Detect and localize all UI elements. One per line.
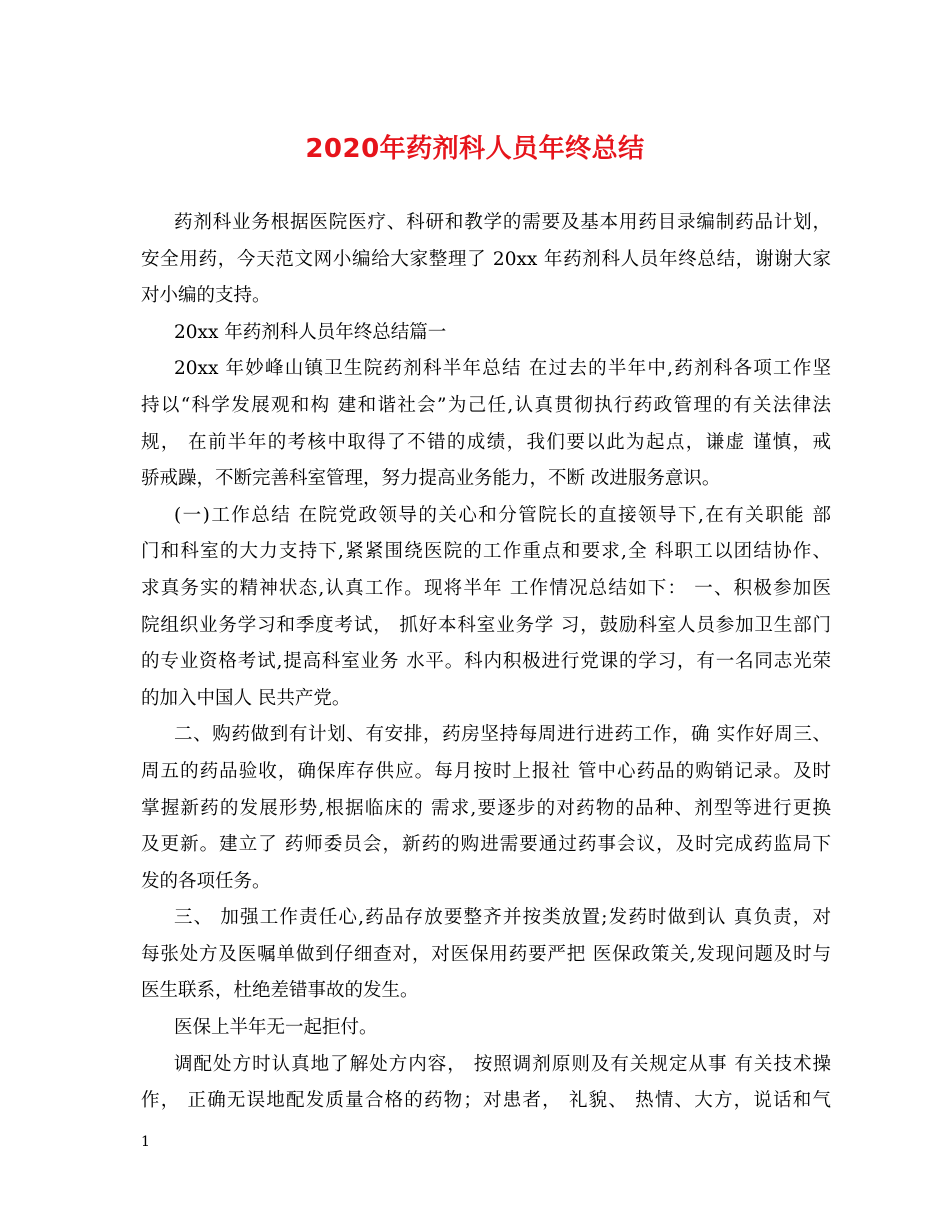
line-text: 院组织业务学习和季度考试， 抓好本科室业务学 习，鼓励科室人员参加卫生部门: [141, 614, 831, 636]
line-text: 的加入中国人 民共产党。: [141, 687, 351, 709]
paragraph-line: [141, 1010, 831, 1047]
line-text: 调配处方时认真地了解处方内容， 按照调剂原则及有关规定从事 有关技术操: [174, 1053, 831, 1075]
line-text: 安全用药，今天范文网小编给大家整理了 20xx 年药剂科人员年终总结，谢谢大家: [141, 248, 831, 270]
paragraph-line: [141, 791, 831, 828]
body-text: [141, 205, 831, 1120]
paragraph-line: [141, 827, 831, 864]
line-text: 对小编的支持。: [141, 285, 271, 307]
line-text: 的专业资格考试,提高科室业务 水平。科内积极进行党课的学习，有一名同志光荣: [141, 651, 831, 673]
paragraph-line: [141, 534, 831, 571]
paragraph-line: [141, 278, 831, 315]
paragraph-line: [141, 1083, 831, 1120]
line-text: 作， 正确无误地配发质量合格的药物；对患者， 礼貌、 热情、大方，说话和气: [141, 1090, 831, 1112]
line-text: 三、 加强工作责任心,药品存放要整齐并按类放置;发药时做到认 真负责，对: [174, 907, 831, 929]
paragraph-line: [141, 681, 831, 718]
paragraph-line: [141, 937, 831, 974]
line-text: 求真务实的精神状态,认真工作。现将半年 工作情况总结如下： 一、积极参加医: [141, 577, 831, 599]
paragraph-line: [141, 717, 831, 754]
paragraph-line: [141, 864, 831, 901]
line-text: 医保上半年无一起拒付。: [174, 1017, 378, 1039]
line-text: 规， 在前半年的考核中取得了不错的成绩，我们要以此为起点，谦虚 谨慎，戒: [141, 431, 831, 453]
line-text: 周五的药品验收，确保库存供应。每月按时上报社 管中心药品的购销记录。及时: [141, 760, 831, 782]
line-text: 20xx 年妙峰山镇卫生院药剂科半年总结 在过去的半年中,药剂科各项工作坚: [174, 358, 831, 380]
paragraph-line: [141, 388, 831, 425]
paragraph-line: [141, 754, 831, 791]
line-text: 每张处方及医嘱单做到仔细查对，对医保用药要严把 医保政策关,发现问题及时与: [141, 943, 831, 965]
line-text: 掌握新药的发展形势,根据临床的 需求,要逐步的对药物的品种、剂型等进行更换: [141, 797, 831, 819]
paragraph-line: [141, 973, 831, 1010]
paragraph-line: [141, 900, 831, 937]
paragraph-line: [141, 461, 831, 498]
paragraph-line: [141, 205, 831, 242]
paragraph-line: [141, 1047, 831, 1084]
line-text: 医生联系，杜绝差错事故的发生。: [141, 980, 419, 1002]
paragraph-line: [141, 498, 831, 535]
line-text: 二、购药做到有计划、有安排，药房坚持每周进行进药工作，确 实作好周三、: [174, 724, 831, 746]
line-text: 20xx 年药剂科人员年终总结篇一: [174, 321, 447, 343]
line-text: 发的各项任务。: [141, 870, 271, 892]
page-title: 2020年药剂科人员年终总结: [305, 134, 645, 164]
paragraph-line: [141, 315, 831, 352]
line-text: 持以“科学发展观和构 建和谐社会”为己任,认真贯彻执行药政管理的有关法律法: [141, 394, 831, 416]
page-number: 1: [141, 1134, 150, 1150]
line-text: 骄戒躁，不断完善科室管理，努力提高业务能力，不断 改进服务意识。: [141, 468, 721, 490]
line-text: 及更新。建立了 药师委员会，新药的购进需要通过药事会议，及时完成药监局下: [141, 834, 831, 856]
paragraph-line: [141, 571, 831, 608]
line-text: 门和科室的大力支持下,紧紧围绕医院的工作重点和要求,全 科职工以团结协作、: [141, 541, 831, 563]
paragraph-line: [141, 608, 831, 645]
line-text: 药剂科业务根据医院医疗、科研和教学的需要及基本用药目录编制药品计划，: [174, 212, 831, 233]
paragraph-line: [141, 644, 831, 681]
paragraph-line: [141, 351, 831, 388]
paragraph-line: [141, 242, 831, 279]
paragraph-line: [141, 425, 831, 462]
line-text: (一)工作总结 在院党政领导的关心和分管院长的直接领导下,在有关职能 部: [174, 504, 831, 526]
